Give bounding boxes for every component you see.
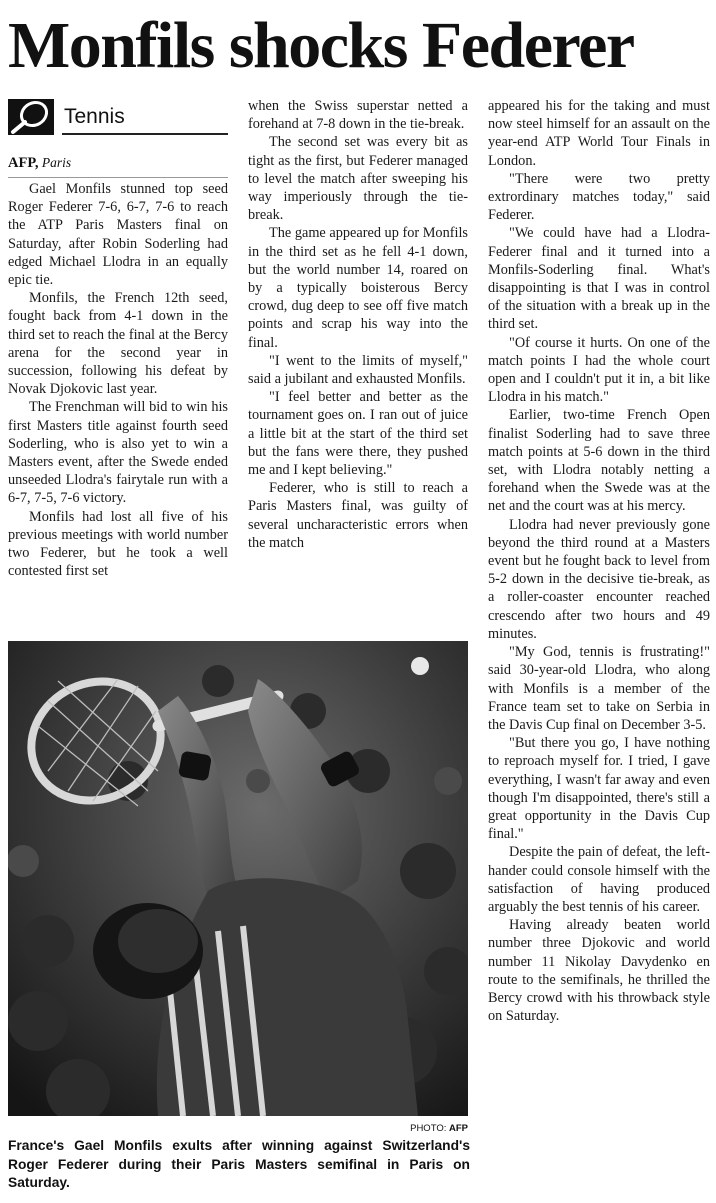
article-column-3 — [488, 97, 710, 1025]
paragraph: Gael Monfils stunned top seed Roger Federer 7-6, 6-7, 7-6 to reach the ATP Paris Masters final on Saturday, after Robin Soderling had edged Michael Llodra in an equally epic tie. — [8, 181, 228, 289]
paragraph: Federer, who is still to reach a Paris Masters final, was guilty of several uncharacteristic errors when the match — [248, 480, 468, 551]
paragraph: appeared his for the taking and must now steel himself for an assault on the year-end ATP World Tour Finals in London. — [488, 98, 710, 169]
paragraph: "I feel better and better as the tournament goes on. I ran out of juice a little bit at the start of the third set but the fans were there, they pushed me and I kept believing." — [248, 389, 468, 479]
paragraph: "I went to the limits of myself," said a jubilant and exhausted Monfils. — [248, 352, 468, 388]
tennis-racket-icon — [8, 99, 54, 135]
byline-place: Paris — [41, 155, 72, 170]
article-column-2 — [248, 97, 468, 552]
photo-illustration — [8, 641, 468, 1116]
paragraph: when the Swiss superstar netted a forehand at 7-8 down in the tie-break. — [248, 98, 468, 133]
section-rule — [62, 133, 228, 135]
section-label: Tennis — [64, 105, 125, 128]
paragraph: "There were two pretty extrordinary matches today," said Federer. — [488, 170, 710, 224]
paragraph: "My God, tennis is frustrating!" said 30-year-old Llodra, who along with Monfils is a member of the France team set to take on Serbia in the Davis Cup final on December 3-5. — [488, 644, 710, 733]
photo-caption: France's Gael Monfils exults after winning against Switzerland's Roger Federer during their Paris Masters semifinal in Paris on Saturday. — [8, 1138, 470, 1191]
paragraph: Having already beaten world number three Djokovic and world number 11 Nikolay Davydenko en route to the semifinals, he thrilled the Bercy crowd with his throwback style on Saturday. — [488, 917, 710, 1025]
paragraph: Monfils had lost all five of his previous meetings with world number two Federer, but he took a well contested first set — [8, 508, 228, 580]
paragraph: "Of course it hurts. On one of the match points I had the whole court open and I couldn't put it in, a bit like Llodra in his match." — [488, 334, 710, 406]
paragraph: Monfils, the French 12th seed, fought back from 4-1 down in the third set to reach the final at the Bercy arena for the second year in succession, following his defeat by Novak Djokovic last year. — [8, 290, 228, 398]
paragraph: "But there you go, I have nothing to reproach myself for. I tried, I gave everything, I wasn't far away and even though I'm disappointed, there's still a great opportunity in the Davis Cup final." — [488, 735, 710, 843]
headline: Monfils shocks Federer — [8, 9, 634, 82]
photo-credit — [300, 1123, 468, 1135]
paragraph: "We could have had a Llodra-Federer final and it turned into a Monfils-Soderling final. What's disappointing is that I was in control of the situation with a break up in the third set. — [488, 225, 710, 333]
paragraph: Despite the pain of defeat, the left-hander could console himself with the satisfaction of having produced arguably the best tennis of his career. — [488, 844, 710, 915]
byline — [8, 154, 228, 172]
section-tag — [8, 99, 228, 137]
paragraph: Llodra had never previously gone beyond the third round at a Masters event but he fought back to level from 5-2 down in the decisive tie-break, as a roller-coaster encounter reached crescendo after two hours and 49 minutes. — [488, 516, 710, 642]
paragraph: Earlier, two-time French Open finalist Soderling had to save three match points at 5-6 down in the third set, with Llodra notably netting a forehand when the Swede was at the net and the court was at his mercy. — [488, 407, 710, 515]
paragraph: The Frenchman will bid to win his first Masters title against fourth seed Soderling, who is also yet to win a Masters event, after the Swede ended unseeded Llodra's fairytale run with a 6-7, 7-5, 7-6 victory. — [8, 399, 228, 507]
article-column-1 — [8, 180, 228, 580]
photo-credit-label: PHOTO: — [410, 1123, 447, 1134]
news-photo — [8, 641, 468, 1116]
paragraph: The game appeared up for Monfils in the third set as he fell 4-1 down, but the world number 14, roared on by a typically boisterous Bercy crowd, dug deep to see off five match points and scrap his way into the final. — [248, 225, 468, 351]
byline-agency: AFP, — [8, 155, 39, 171]
paragraph: The second set was every bit as tight as the first, but Federer managed to level the match after sweeping his way imperiously through the tie-break. — [248, 134, 468, 224]
photo-credit-agency: AFP — [449, 1123, 468, 1134]
byline-rule — [8, 177, 228, 178]
